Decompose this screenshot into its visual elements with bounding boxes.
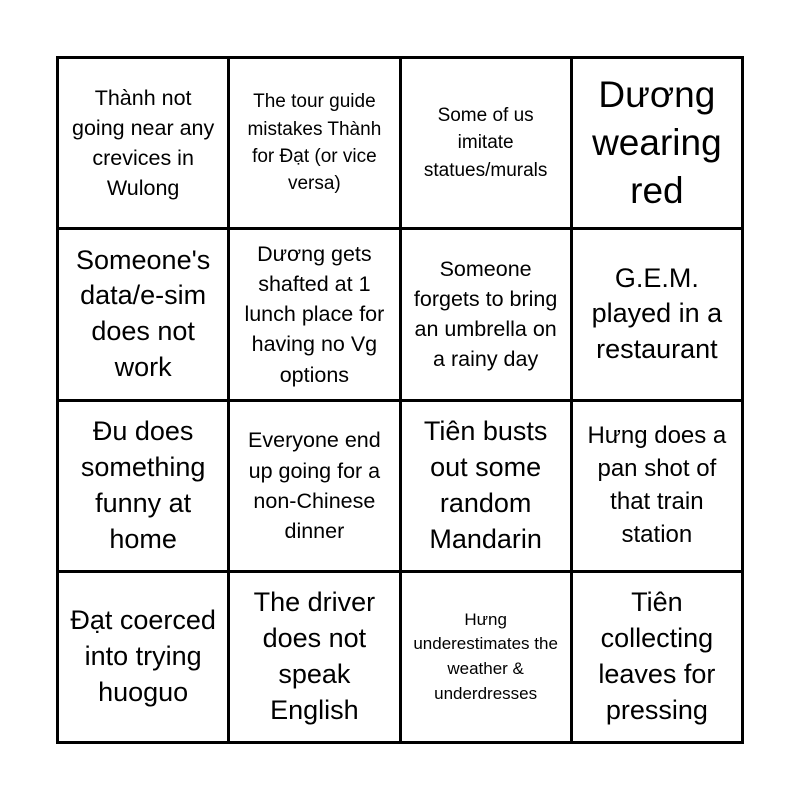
bingo-cell[interactable] [573, 402, 741, 570]
cell-text: Someone forgets to bring an umbrella on a rainy day [413, 257, 558, 372]
bingo-cell[interactable] [230, 59, 398, 227]
bingo-cell[interactable] [59, 573, 227, 741]
bingo-board [56, 56, 744, 744]
cell-text: The tour guide mistakes Thành for Đạt (or vice versa) [247, 91, 382, 195]
cell-text: G.E.M. played in a restaurant [591, 262, 723, 365]
cell-text: Tiên collecting leaves for pressing [598, 587, 716, 725]
bingo-cell[interactable] [402, 402, 570, 570]
cell-text: Everyone end up going for a non-Chinese dinner [248, 428, 381, 543]
bingo-cell[interactable] [59, 230, 227, 398]
bingo-cell[interactable] [230, 573, 398, 741]
cell-text: Hưng does a pan shot of that train station [587, 421, 727, 548]
bingo-cell[interactable] [59, 402, 227, 570]
cell-text: Đạt coerced into trying huoguo [70, 605, 216, 707]
cell-text: Hưng underestimates the weather & underdresses [413, 609, 558, 703]
cell-text: Dương gets shafted at 1 lunch place for having no Vg options [244, 242, 385, 387]
bingo-cell[interactable] [573, 59, 741, 227]
bingo-cell[interactable] [402, 573, 570, 741]
bingo-cell[interactable] [402, 230, 570, 398]
bingo-cell[interactable] [402, 59, 570, 227]
cell-text: Some of us imitate statues/murals [423, 105, 548, 181]
bingo-cell[interactable] [573, 573, 741, 741]
bingo-cell[interactable] [230, 402, 398, 570]
bingo-cell[interactable] [573, 230, 741, 398]
bingo-cell[interactable] [59, 59, 227, 227]
cell-text: Thành not going near any crevices in Wulong [72, 85, 215, 201]
bingo-cell[interactable] [230, 230, 398, 398]
cell-text: Đu does something funny at home [80, 415, 206, 554]
cell-text: Someone's data/e-sim does not work [76, 244, 211, 383]
cell-text: Tiên busts out some random Mandarin [423, 415, 548, 554]
cell-text: The driver does not speak English [253, 587, 376, 725]
cell-text: Dương wearing red [592, 73, 722, 212]
